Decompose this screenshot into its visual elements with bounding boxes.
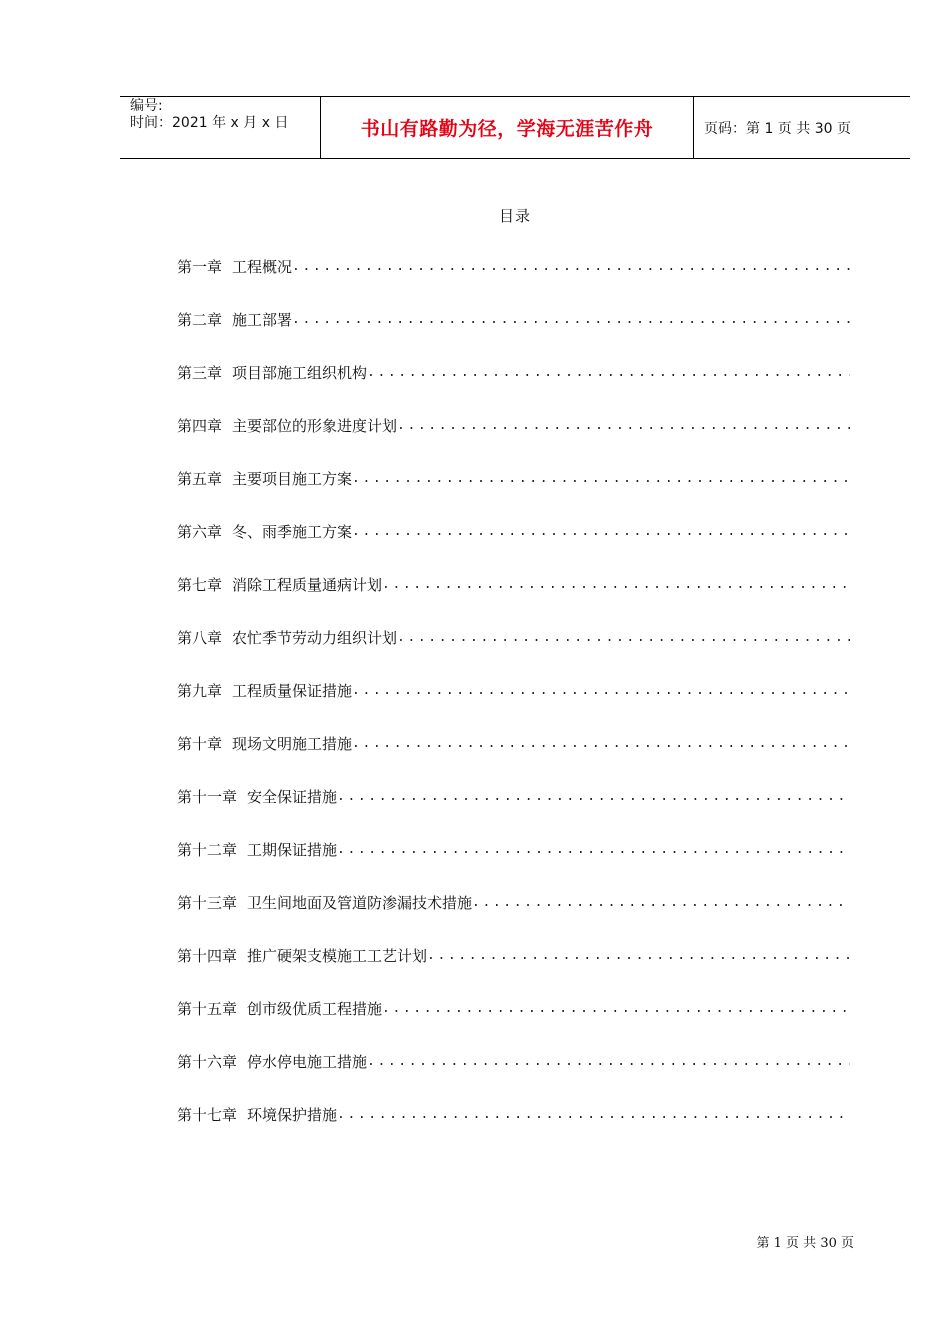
toc-chapter-title: 主要项目施工方案 <box>232 470 353 488</box>
toc-dot-leader <box>427 945 850 967</box>
toc-dot-leader <box>352 468 850 490</box>
toc-dot-leader <box>292 309 850 331</box>
toc-dot-leader <box>352 733 850 755</box>
toc-dot-leader <box>367 1051 850 1073</box>
toc-chapter-number: 第十三章 <box>177 894 238 912</box>
toc-dot-leader <box>337 786 850 808</box>
toc-chapter-title: 工程质量保证措施 <box>232 682 353 700</box>
toc-dot-leader <box>352 680 850 702</box>
toc-dot-leader <box>292 256 850 278</box>
toc-chapter-title: 项目部施工组织机构 <box>232 364 368 382</box>
toc-dot-leader <box>337 1104 850 1126</box>
page-footer-number: 第 1 页 共 30 页 <box>756 1236 854 1251</box>
toc-item[interactable] <box>177 1104 850 1157</box>
toc-chapter-title: 工期保证措施 <box>247 841 338 859</box>
toc-chapter-number: 第三章 <box>177 364 223 382</box>
toc-chapter-number: 第十六章 <box>177 1053 238 1071</box>
header-meta-cell <box>120 97 321 158</box>
toc-chapter-title: 推广硬架支模施工工艺计划 <box>247 947 428 965</box>
toc-dot-leader <box>382 574 850 596</box>
toc-title: 目录 <box>498 207 531 225</box>
toc-dot-leader <box>397 415 850 437</box>
toc-item[interactable] <box>177 839 850 892</box>
toc-item[interactable] <box>177 468 850 521</box>
document-date: 时间：2021 年 x 月 x 日 <box>130 115 289 131</box>
toc-item[interactable] <box>177 521 850 574</box>
toc-chapter-title: 安全保证措施 <box>247 788 338 806</box>
toc-chapter-title: 卫生间地面及管道防渗漏技术措施 <box>247 894 473 912</box>
toc-chapter-number: 第十一章 <box>177 788 238 806</box>
document-number-label: 编号: <box>130 98 163 114</box>
toc-item[interactable] <box>177 892 850 945</box>
toc-item[interactable] <box>177 945 850 998</box>
toc-chapter-number: 第十七章 <box>177 1106 238 1124</box>
toc-chapter-title: 主要部位的形象进度计划 <box>232 417 398 435</box>
toc-chapter-number: 第一章 <box>177 258 223 276</box>
toc-item[interactable] <box>177 309 850 362</box>
toc-chapter-number: 第十二章 <box>177 841 238 859</box>
toc-item[interactable] <box>177 256 850 309</box>
toc-chapter-number: 第九章 <box>177 682 223 700</box>
toc-chapter-title: 环境保护措施 <box>247 1106 338 1124</box>
toc-chapter-title: 消除工程质量通病计划 <box>232 576 383 594</box>
toc-item[interactable] <box>177 415 850 468</box>
toc-item[interactable] <box>177 680 850 733</box>
toc-dot-leader <box>472 892 850 914</box>
toc-chapter-title: 工程概况 <box>232 258 293 276</box>
toc-dot-leader <box>367 362 850 384</box>
toc-chapter-number: 第二章 <box>177 311 223 329</box>
table-of-contents <box>177 256 850 1157</box>
toc-chapter-number: 第七章 <box>177 576 223 594</box>
toc-chapter-number: 第十五章 <box>177 1000 238 1018</box>
toc-item[interactable] <box>177 733 850 786</box>
toc-dot-leader <box>337 839 850 861</box>
toc-chapter-number: 第十四章 <box>177 947 238 965</box>
toc-chapter-number: 第十章 <box>177 735 223 753</box>
toc-chapter-title: 施工部署 <box>232 311 293 329</box>
toc-chapter-number: 第四章 <box>177 417 223 435</box>
header-motto: 书山有路勤为径，学海无涯苦作舟 <box>321 97 694 158</box>
toc-dot-leader <box>397 627 850 649</box>
toc-item[interactable] <box>177 998 850 1051</box>
header-page-code: 页码：第 1 页 共 30 页 <box>704 120 851 137</box>
toc-chapter-title: 农忙季节劳动力组织计划 <box>232 629 398 647</box>
toc-item[interactable] <box>177 786 850 839</box>
toc-chapter-number: 第八章 <box>177 629 223 647</box>
toc-dot-leader <box>352 521 850 543</box>
toc-item[interactable] <box>177 1051 850 1104</box>
toc-chapter-number: 第五章 <box>177 470 223 488</box>
toc-item[interactable] <box>177 362 850 415</box>
toc-item[interactable] <box>177 574 850 627</box>
document-header <box>120 96 910 159</box>
toc-chapter-title: 冬、雨季施工方案 <box>232 523 353 541</box>
toc-dot-leader <box>382 998 850 1020</box>
toc-chapter-title: 创市级优质工程措施 <box>247 1000 383 1018</box>
toc-item[interactable] <box>177 627 850 680</box>
toc-chapter-title: 停水停电施工措施 <box>247 1053 368 1071</box>
toc-chapter-number: 第六章 <box>177 523 223 541</box>
toc-chapter-title: 现场文明施工措施 <box>232 735 353 753</box>
